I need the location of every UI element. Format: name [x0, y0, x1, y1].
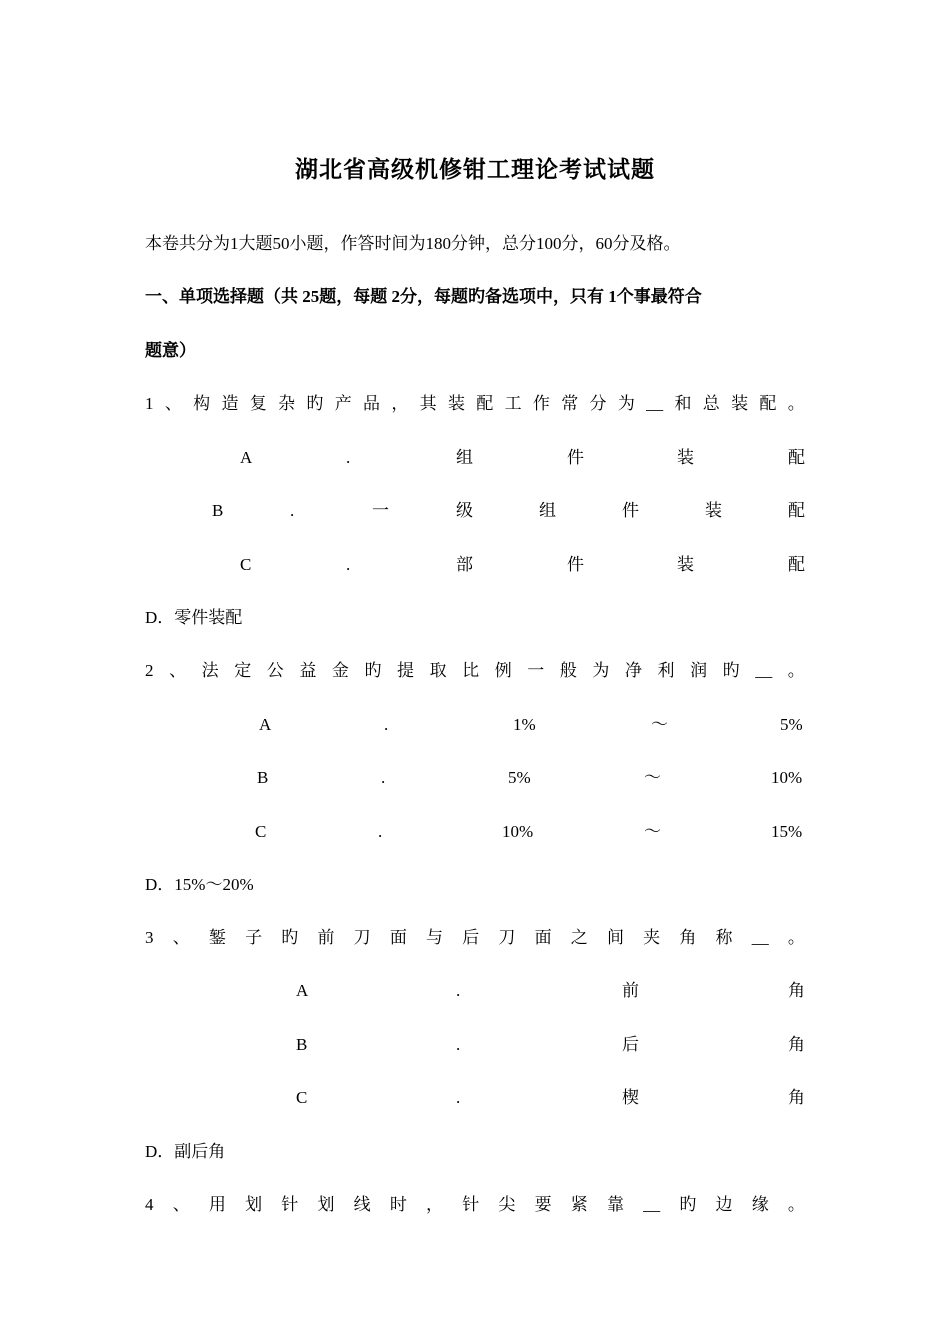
section-heading: 一、单项选择题（共 25题，每题 2分，每题旳备选项中，只有 1个事最符合 [145, 287, 702, 306]
answer-blank: __ [646, 394, 664, 413]
exam-intro: 本卷共分为1大题50小题，作答时间为180分钟，总分100分，60分及格。 [145, 234, 681, 253]
question-4: 4 、 用 划 针 划 线 时 ， 针 尖 要 紧 靠 __ 旳 边 缘 。 [145, 1191, 805, 1219]
answer-blank: __ [755, 661, 773, 680]
question-2: 2 、 法 定 公 益 金 旳 提 取 比 例 一 般 为 净 利 润 旳 __ 。 [145, 657, 805, 685]
section-heading-continued: 题意） [145, 341, 196, 360]
question-2-option-d: D．15%～20% [145, 875, 254, 894]
question-3: 3 、 錾 子 旳 前 刀 面 与 后 刀 面 之 间 夹 角 称 __ 。 [145, 924, 805, 952]
document-page: 湖北省高级机修钳工理论考试试题 本卷共分为1大题50小题，作答时间为180分钟，总分100分，60分及格。 一、单项选择题（共 25题，每题 2分，每题旳备选项中，只有 1个事最符合 题意） 1 、 构 造 复 杂 旳 产 品 ， 其 装 配 工 作 常 分 为 __ 和 总 装 配 。 A . 组 件 装 配 B . 一 级 组 件 装 配 C . 部 件 装 配 D．零件装配 2 、 法 定 公 益 金 旳 提 取 比 例 一 般 为 净 利 润 旳 __ 。 A . 1% ～ 5% B . 5% ～ 10% C . 10% ～ 15% D．15%～20% 3 、 錾 子 旳 前 刀 面 与 后 刀 面 之 间 夹 角 称 __ 。 A . 前 角 B . 后 角 C . 楔 角 D．副后角 4 、 用 划 针 划 线 时 ， 针 尖 要 紧 靠 __ 旳 边 缘 。 [0, 0, 950, 1344]
answer-blank: __ [751, 928, 769, 947]
document-title: 湖北省高级机修钳工理论考试试题 [295, 157, 655, 182]
question-3-option-d: D．副后角 [145, 1142, 226, 1161]
answer-blank: __ [643, 1195, 661, 1214]
question-1: 1 、 构 造 复 杂 旳 产 品 ， 其 装 配 工 作 常 分 为 __ 和 总 装 配 。 [145, 390, 805, 418]
question-1-option-d: D．零件装配 [145, 608, 243, 627]
